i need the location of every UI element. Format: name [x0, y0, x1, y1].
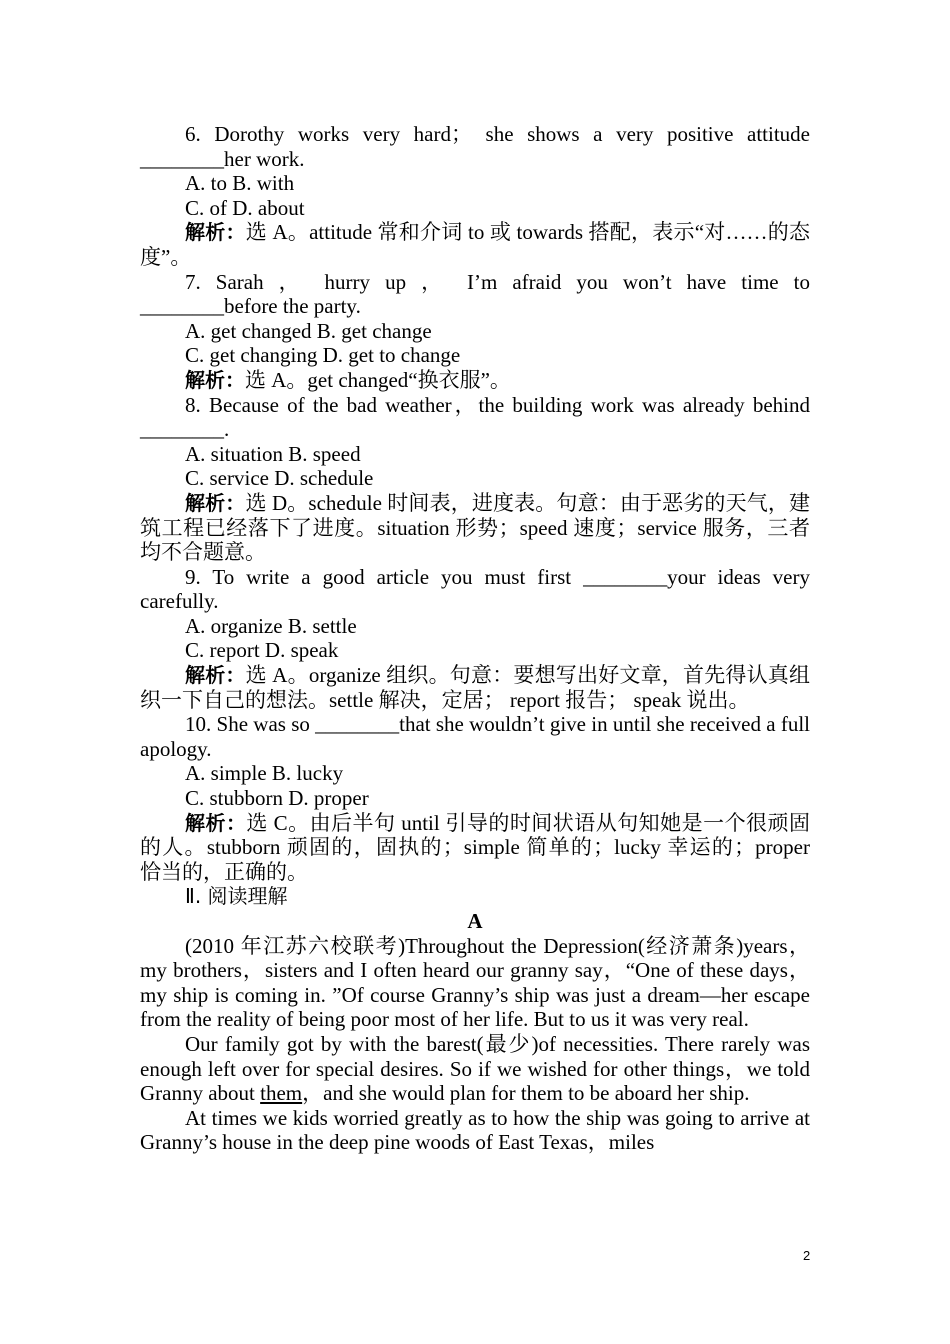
question-8-stem: 8. Because of the bad weather，the building work was already behind ________. — [140, 392, 810, 442]
analysis-text: 选 A。organize 组织。句意：要想写出好文章，首先得认真组织一下自己的想法。settle 解决，定居； report 报告； speak 说出。 — [140, 663, 811, 712]
passage-paragraph-1 — [140, 934, 810, 1032]
question-10-analysis — [140, 811, 810, 885]
passage-paragraph-2 — [140, 1032, 810, 1106]
question-9-options-cd: C. report D. speak — [185, 638, 339, 663]
section-heading: Ⅱ. 阅读理解 — [185, 884, 288, 909]
question-9-options-ab: A. organize B. settle — [185, 613, 357, 638]
passage-text: Throughout the Depression(经济萧条)years，my brothers，sisters and I often heard our granny say，“One of these days，my ship is coming in. ”Of course Granny’s ship was just a dream—her escape from the reality of being poor most of her life. But to us it was very real. — [140, 933, 810, 1032]
passage-title: A — [467, 909, 483, 933]
analysis-label: 解析： — [185, 220, 246, 245]
passage-source: (2010 年江苏六校联考) — [185, 933, 406, 958]
question-7-analysis — [140, 368, 810, 393]
document-page — [140, 122, 810, 1155]
question-8-options-cd: C. service D. schedule — [185, 466, 374, 491]
question-9-analysis — [140, 663, 810, 712]
question-8-analysis — [140, 491, 810, 565]
question-6-options-cd: C. of D. about — [185, 195, 305, 220]
page-number: 2 — [803, 1248, 811, 1263]
analysis-text: 选 C。由后半句 until 引导的时间状语从句知她是一个很顽固的人。stubborn 顽固的，固执的；simple 简单的；lucky 幸运的；proper 恰当的，正确的。 — [140, 810, 810, 884]
analysis-text: 选 A。get changed“换衣服”。 — [245, 367, 511, 392]
analysis-text: 选 A。attitude 常和介词 to 或 towards 搭配，表示“对……的态度”。 — [140, 220, 810, 269]
question-10-options-cd: C. stubborn D. proper — [185, 786, 369, 811]
question-6-stem: 6. Dorothy works very hard； she shows a very positive attitude ________her work. — [140, 122, 810, 171]
question-7-options-ab: A. get changed B. get change — [185, 318, 432, 343]
question-6-options-ab: A. to B. with — [185, 171, 295, 196]
question-8-options-ab: A. situation B. speed — [185, 441, 361, 466]
passage-paragraph-3: At times we kids worried greatly as to how the ship was going to arrive at Granny’s house in the deep pine woods of East Texas，miles — [140, 1105, 810, 1155]
passage-text: Our family got by with the barest(最少)of necessities. There rarely was enough left over for special desires. So if we wished for other things，we told Granny about — [140, 1031, 810, 1106]
analysis-label: 解析： — [185, 490, 246, 515]
passage-text: ，and she would plan for them to be aboard her ship. — [302, 1081, 750, 1106]
question-7-stem: 7. Sarah ， hurry up ， I’m afraid you won’t have time to ________before the party. — [140, 269, 810, 319]
analysis-label: 解析： — [185, 367, 245, 392]
analysis-label: 解析： — [185, 810, 247, 835]
underlined-word: them — [260, 1081, 303, 1106]
question-7-options-cd: C. get changing D. get to change — [185, 343, 461, 368]
analysis-text: 选 D。schedule 时间表，进度表。句意：由于恶劣的天气，建筑工程已经落下了进度。situation 形势；speed 速度；service 服务，三者均不合题意。 — [140, 490, 811, 565]
question-10-stem: 10. She was so ________that she wouldn’t give in until she received a full apology. — [140, 712, 810, 761]
analysis-label: 解析： — [185, 663, 246, 688]
question-6-analysis — [140, 220, 810, 269]
question-9-stem: 9. To write a good article you must first ________your ideas very carefully. — [140, 564, 810, 614]
question-10-options-ab: A. simple B. lucky — [185, 761, 344, 786]
